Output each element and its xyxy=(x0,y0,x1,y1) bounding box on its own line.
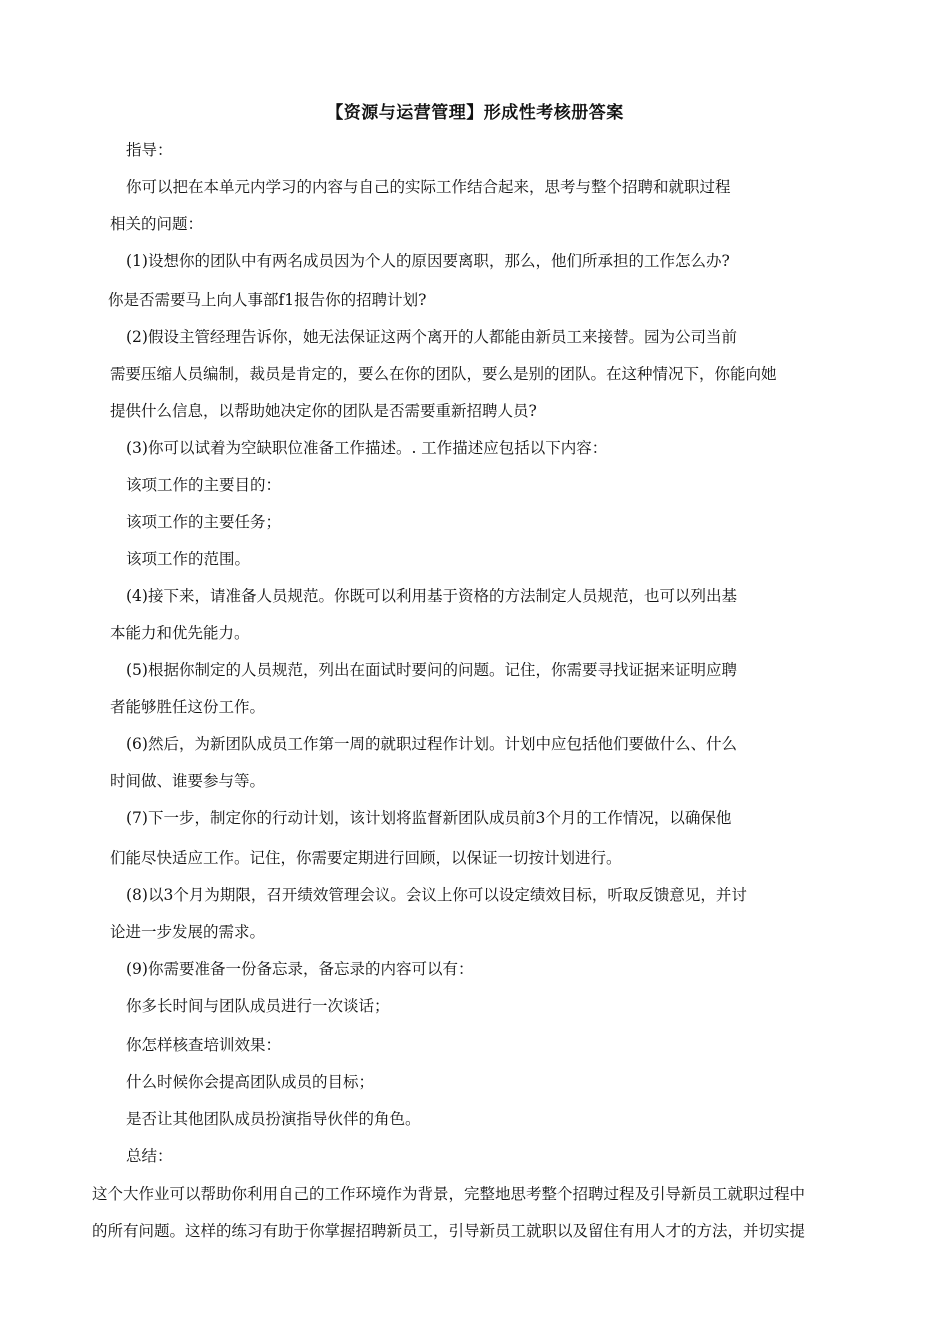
paragraph-line: (3)你可以试着为空缺职位准备工作描述。. 工作描述应包括以下内容： xyxy=(126,439,608,457)
paragraph-line: (7)下一步，制定你的行动计划，该计划将监督新团队成员前3个月的工作情况，以确保他 xyxy=(126,809,732,827)
paragraph-line: (4)接下来，请准备人员规范。你既可以利用基于资格的方法制定人员规范，也可以列出基 xyxy=(126,587,737,605)
paragraph-line: 你可以把在本单元内学习的内容与自己的实际工作结合起来，思考与整个招聘和就职过程 xyxy=(126,178,731,196)
paragraph-line: (9)你需要准备一份备忘录，备忘录的内容可以有： xyxy=(126,960,474,978)
paragraph-line: 的所有问题。这样的练习有助于你掌握招聘新员工，引导新员工就职以及留住有用人才的方法，并切实提 xyxy=(92,1222,806,1240)
paragraph-line: 你多长时间与团队成员进行一次谈话； xyxy=(126,997,390,1015)
paragraph-line: 是否让其他团队成员扮演指导伙伴的角色。 xyxy=(126,1110,421,1128)
paragraph-line: (1)设想你的团队中有两名成员因为个人的原因要离职，那么，他们所承担的工作怎么办? xyxy=(126,252,730,270)
paragraph-line: 你是否需要马上向人事部f1报告你的招聘计划? xyxy=(108,291,427,309)
paragraph-line: (8)以3个月为期限，召开绩效管理会议。会议上你可以设定绩效目标，听取反馈意见，并讨 xyxy=(126,886,747,904)
paragraph-line: (5)根据你制定的人员规范，列出在面试时要问的问题。记住，你需要寻找证据来证明应聘 xyxy=(126,661,737,679)
paragraph-line: 本能力和优先能力。 xyxy=(110,624,250,642)
paragraph-line: 提供什么信息，以帮助她决定你的团队是否需要重新招聘人员? xyxy=(110,402,537,420)
paragraph-line: 什么时候你会提高团队成员的目标； xyxy=(126,1073,375,1091)
paragraph-line: 该项工作的主要目的： xyxy=(126,476,282,494)
paragraph-line: (6)然后，为新团队成员工作第一周的就职过程作计划。计划中应包括他们要做什么、什么 xyxy=(126,735,737,753)
document-title: 【资源与运营管理】形成性考核册答案 xyxy=(326,103,624,123)
paragraph-line: 该项工作的主要任务； xyxy=(126,513,282,531)
paragraph-line: 们能尽快适应工作。记住，你需要定期进行回顾，以保证一切按计划进行。 xyxy=(110,849,622,867)
paragraph-line: 这个大作业可以帮助你利用自己的工作环境作为背景，完整地思考整个招聘过程及引导新员工就职过程中 xyxy=(92,1185,806,1203)
paragraph-line: 指导： xyxy=(126,141,173,159)
paragraph-line: 需要压缩人员编制，裁员是肯定的，要么在你的团队，要么是别的团队。在这种情况下，你能向她 xyxy=(110,365,777,383)
paragraph-line: 相关的问题： xyxy=(110,215,204,233)
paragraph-line: 时间做、谁要参与等。 xyxy=(110,772,266,790)
paragraph-line: 者能够胜任这份工作。 xyxy=(110,698,266,716)
paragraph-line: (2)假设主管经理告诉你，她无法保证这两个离开的人都能由新员工来接替。园为公司当前 xyxy=(126,328,737,346)
paragraph-line: 该项工作的范围。 xyxy=(126,550,251,568)
paragraph-line: 论进一步发展的需求。 xyxy=(110,923,266,941)
paragraph-line: 你怎样核查培训效果： xyxy=(126,1036,282,1054)
paragraph-line: 总结： xyxy=(126,1147,173,1165)
